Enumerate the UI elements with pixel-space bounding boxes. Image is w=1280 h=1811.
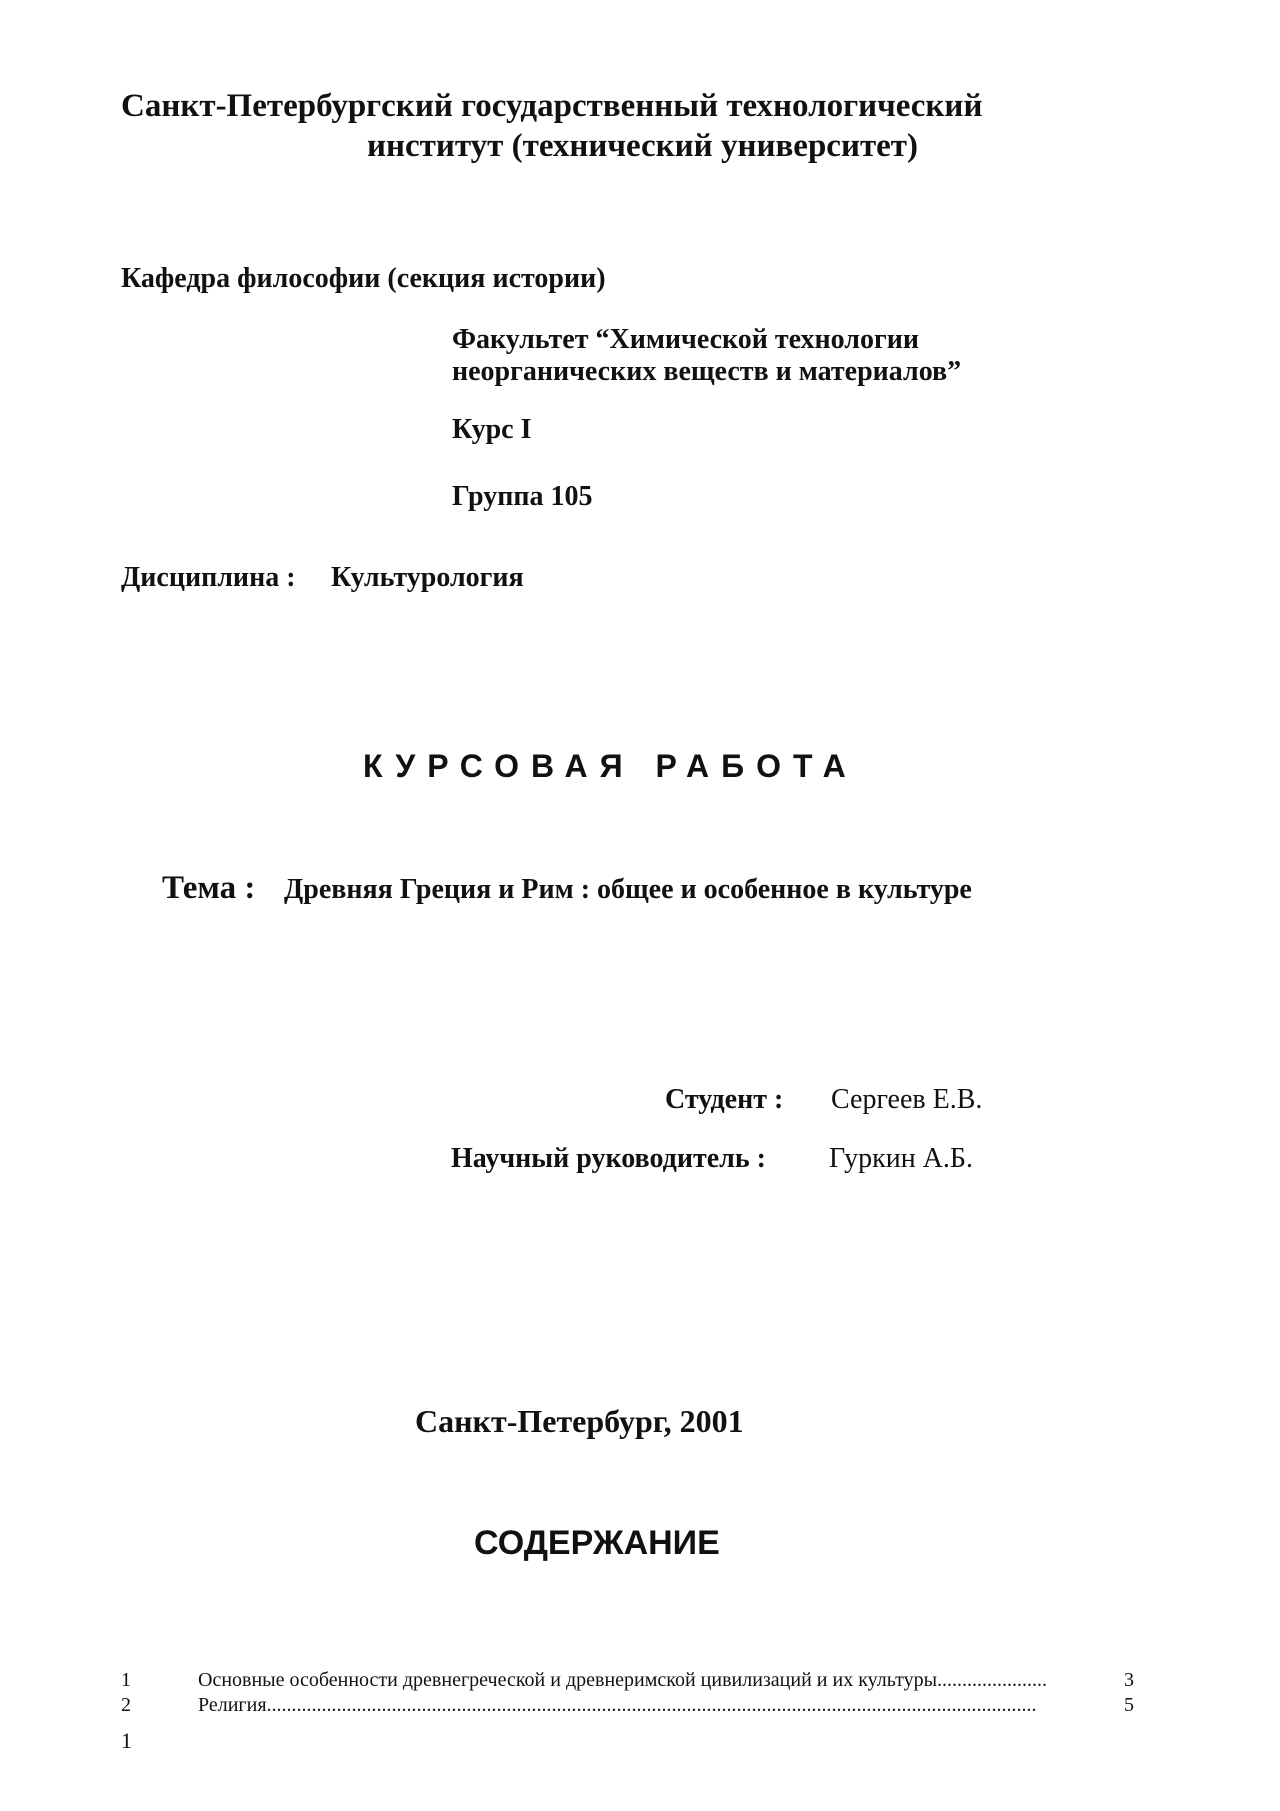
course: Курс I xyxy=(452,414,532,445)
faculty-line2: неорганических веществ и материалов” xyxy=(452,356,962,387)
toc-item-entry xyxy=(198,1693,1037,1718)
institution-name-line2: институт (технический университет) xyxy=(367,128,919,164)
toc-item-text: Религия xyxy=(198,1694,267,1716)
toc-item[interactable] xyxy=(121,1668,1134,1693)
toc-item-text: Основные особенности древнегреческой и древнеримской цивилизаций и их культуры xyxy=(198,1669,938,1691)
student-label: Студент : xyxy=(665,1084,784,1115)
discipline-value: Культурология xyxy=(331,562,524,593)
toc-item-page: 5 xyxy=(1124,1694,1134,1716)
theme-value: Древняя Греция и Рим : общее и особенное в культуре xyxy=(284,874,972,905)
toc-item-entry xyxy=(198,1668,1047,1693)
discipline-label: Дисциплина : xyxy=(121,562,296,593)
department: Кафедра философии (секция истории) xyxy=(121,263,606,294)
toc-item-number: 1 xyxy=(121,1669,131,1691)
toc-item[interactable] xyxy=(121,1693,1134,1718)
group: Группа 105 xyxy=(452,481,593,512)
page-number: 1 xyxy=(121,1728,132,1753)
supervisor-label: Научный руководитель : xyxy=(451,1143,766,1174)
supervisor-value: Гуркин А.Б. xyxy=(829,1143,973,1174)
faculty-line1: Факультет “Химической технологии xyxy=(452,324,919,355)
city-year: Санкт-Петербург, 2001 xyxy=(415,1403,744,1439)
toc-item-dots: .......................................................................................................................................................... xyxy=(266,1694,1037,1716)
institution-name-line1: Санкт-Петербургский государственный технологический xyxy=(121,88,983,124)
toc-title: СОДЕРЖАНИЕ xyxy=(474,1524,720,1562)
toc-item-number: 2 xyxy=(121,1694,131,1716)
table-of-contents xyxy=(121,1668,1134,1718)
student-value: Сергеев Е.В. xyxy=(831,1084,983,1115)
toc-item-page: 3 xyxy=(1124,1669,1134,1691)
theme-label: Тема : xyxy=(162,870,256,906)
work-title: КУРСОВАЯ РАБОТА xyxy=(363,748,858,784)
toc-item-dots: ...................... xyxy=(937,1669,1048,1691)
